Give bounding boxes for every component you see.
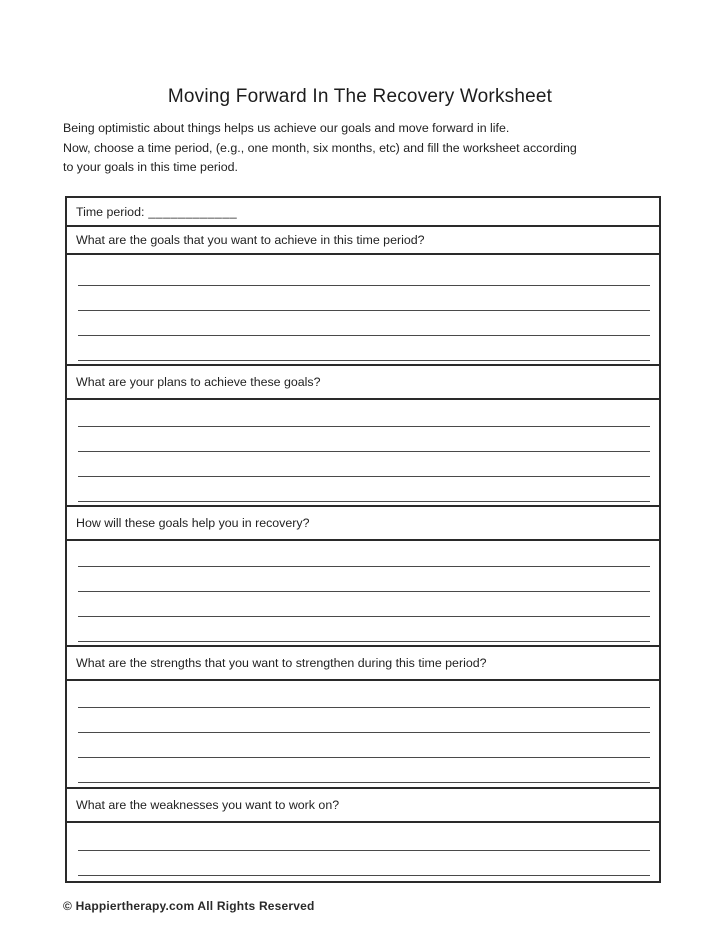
answer-area-4[interactable] (67, 681, 659, 789)
question-label: What are the weaknesses you want to work on? (76, 798, 340, 812)
copyright-footer: © Happiertherapy.com All Rights Reserved (63, 899, 315, 913)
answer-line[interactable] (78, 683, 650, 708)
answer-line[interactable] (78, 733, 650, 758)
answer-line[interactable] (78, 402, 650, 427)
answer-line[interactable] (78, 336, 650, 361)
answer-line[interactable] (78, 261, 650, 286)
answer-line[interactable] (78, 286, 650, 311)
question-label: How will these goals help you in recovery? (76, 516, 310, 530)
question-row-2 (67, 366, 659, 400)
answer-area-5[interactable] (67, 823, 659, 881)
answer-area-2[interactable] (67, 400, 659, 507)
answer-line[interactable] (78, 311, 650, 336)
question-label: What are the strengths that you want to strengthen during this time period? (76, 656, 487, 670)
answer-line[interactable] (78, 851, 650, 876)
intro-line: Now, choose a time period, (e.g., one month, six months, etc) and fill the worksheet according (63, 140, 577, 155)
answer-line[interactable] (78, 452, 650, 477)
question-label: What are your plans to achieve these goals? (76, 375, 321, 389)
answer-line[interactable] (78, 477, 650, 502)
answer-area-3[interactable] (67, 541, 659, 647)
answer-line[interactable] (78, 542, 650, 567)
question-row-1 (67, 227, 659, 255)
answer-line[interactable] (78, 708, 650, 733)
question-row-3 (67, 507, 659, 541)
worksheet-table (65, 196, 661, 883)
question-row-5 (67, 789, 659, 823)
answer-line[interactable] (78, 617, 650, 642)
intro-line: Being optimistic about things helps us achieve our goals and move forward in life. (63, 121, 510, 135)
intro-line: to your goals in this time period. (63, 160, 238, 174)
answer-line[interactable] (78, 592, 650, 617)
page-title: Moving Forward In The Recovery Worksheet (167, 86, 553, 107)
time-period-blank[interactable]: ____________ (148, 204, 238, 219)
question-row-4 (67, 647, 659, 681)
time-period-label: Time period: (76, 204, 145, 219)
answer-area-1[interactable] (67, 255, 659, 366)
answer-line[interactable] (78, 567, 650, 592)
time-period-row (67, 198, 659, 227)
answer-line[interactable] (78, 758, 650, 783)
question-label: What are the goals that you want to achieve in this time period? (76, 233, 425, 247)
intro-paragraph (63, 119, 665, 178)
answer-line[interactable] (78, 427, 650, 452)
answer-line[interactable] (78, 826, 650, 851)
